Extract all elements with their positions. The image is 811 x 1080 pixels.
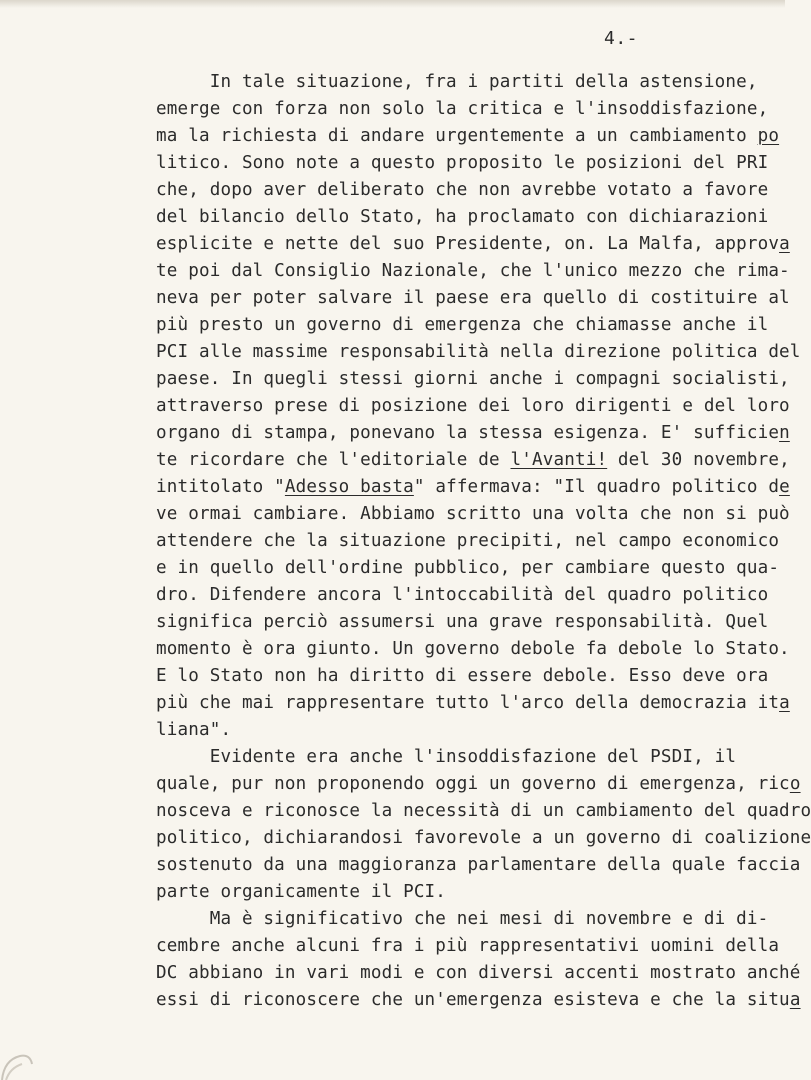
text-line: [156, 476, 790, 498]
line-text: neva per poter salvare il paese era quello di costituire al: [156, 288, 790, 308]
line-text: cembre anche alcuni fra i più rappresentativi uomini della: [156, 936, 780, 956]
line-text: " affermava: "Il quadro politico d: [413, 477, 780, 497]
line-text: significa perciò assumersi una grave responsabilità. Quel: [156, 612, 769, 632]
line-text: dro. Difendere ancora l'intoccabilità del quadro politico: [156, 585, 769, 605]
text-line: [156, 125, 779, 147]
underlined-text: a: [789, 990, 801, 1010]
line-text: liana".: [156, 720, 232, 740]
line-text: organo di stampa, ponevano la stessa esigenza. E' sufficie: [156, 423, 780, 443]
text-line: [156, 989, 801, 1011]
text-line: [156, 719, 231, 741]
underlined-text: a: [779, 234, 790, 254]
text-line: [156, 206, 768, 228]
line-text: intitolato ": [156, 477, 285, 497]
line-text: attendere che la situazione precipiti, nel campo economico: [156, 531, 780, 551]
line-text: te poi dal Consiglio Nazionale, che l'unico mezzo che rima-: [156, 261, 790, 281]
line-text: Ma è significativo che nei mesi di novembre e di di-: [156, 909, 769, 929]
line-text: politico, dichiarandosi favorevole a un governo di coalizione: [156, 828, 811, 848]
line-text: parte organicamente il PCI.: [156, 882, 447, 902]
page-number: 4.-: [604, 28, 639, 49]
text-line: [156, 314, 768, 336]
text-line: [156, 692, 790, 714]
line-text: e in quello dell'ordine pubblico, per cambiare questo qua-: [156, 558, 780, 578]
line-text: attraverso prese di posizione dei loro dirigenti e del loro: [156, 396, 790, 416]
text-line: [156, 773, 801, 795]
underlined-text: Adesso basta: [284, 477, 414, 497]
line-text: del bilancio dello Stato, ha proclamato con dichiarazioni: [156, 207, 769, 227]
text-line: [156, 557, 779, 579]
text-line: [156, 746, 736, 768]
text-line: [156, 260, 790, 282]
line-text: più presto un governo di emergenza che chiamasse anche il: [156, 315, 769, 335]
line-text: ma la richiesta di andare urgentemente a un cambiamento: [156, 126, 758, 146]
underlined-text: a: [779, 693, 790, 713]
text-line: [156, 287, 790, 309]
line-text: sostenuto da una maggioranza parlamentare della quale faccia: [156, 855, 801, 875]
line-text: PCI alle massime responsabilità nella direzione politica del: [156, 342, 801, 362]
text-line: [156, 503, 790, 525]
text-line: [156, 233, 790, 255]
text-line: [156, 962, 801, 984]
text-line: [156, 449, 790, 471]
page-top-shadow: [0, 0, 785, 8]
line-text: DC abbiano in vari modi e con diversi accenti mostrato anché: [156, 963, 801, 983]
line-text: In tale situazione, fra i partiti della astensione,: [156, 72, 758, 92]
line-text: essi di riconoscere che un'emergenza esisteva e che la situ: [156, 990, 790, 1010]
text-line: [156, 530, 779, 552]
line-text: quale, pur non proponendo oggi un governo di emergenza, ric: [156, 774, 790, 794]
text-line: [156, 422, 790, 444]
line-text: del 30 novembre,: [607, 450, 790, 470]
line-text: momento è ora giunto. Un governo debole fa debole lo Stato.: [156, 639, 790, 659]
line-text: esplicite e nette del suo Presidente, on. La Malfa, approv: [156, 234, 780, 254]
line-text: litico. Sono note a questo proposito le posizioni del PRI: [156, 153, 769, 173]
underlined-text: o: [789, 774, 801, 794]
underlined-text: n: [779, 423, 790, 443]
line-text: nosceva e riconosce la necessità di un cambiamento del quadro: [156, 801, 811, 821]
text-line: [156, 341, 801, 363]
line-text: emerge con forza non solo la critica e l'insoddisfazione,: [156, 99, 769, 119]
text-line: [156, 935, 779, 957]
text-line: [156, 368, 790, 390]
text-line: [156, 908, 768, 930]
line-text: ve ormai cambiare. Abbiamo scritto una volta che non si può: [156, 504, 790, 524]
text-line: [156, 98, 768, 120]
text-line: [156, 152, 768, 174]
line-text: te ricordare che l'editoriale de: [156, 450, 511, 470]
line-text: paese. In quegli stessi giorni anche i compagni socialisti,: [156, 369, 790, 389]
line-text: che, dopo aver deliberato che non avrebbe votato a favore: [156, 180, 769, 200]
underlined-text: l'Avanti!: [510, 450, 608, 470]
text-line: [156, 638, 790, 660]
line-text: più che mai rappresentare tutto l'arco della democrazia it: [156, 693, 780, 713]
text-line: [156, 827, 811, 849]
text-line: [156, 881, 446, 903]
text-line: [156, 584, 768, 606]
text-line: [156, 611, 768, 633]
text-line: [156, 665, 768, 687]
corner-stamp-mark: [0, 1050, 34, 1080]
underlined-text: po: [757, 126, 780, 146]
line-text: Evidente era anche l'insoddisfazione del PSDI, il: [156, 747, 737, 767]
text-line: [156, 395, 790, 417]
text-line: [156, 71, 758, 93]
underlined-text: e: [779, 477, 790, 497]
line-text: E lo Stato non ha diritto di essere debole. Esso deve ora: [156, 666, 769, 686]
text-line: [156, 854, 801, 876]
text-line: [156, 800, 811, 822]
text-line: [156, 179, 768, 201]
